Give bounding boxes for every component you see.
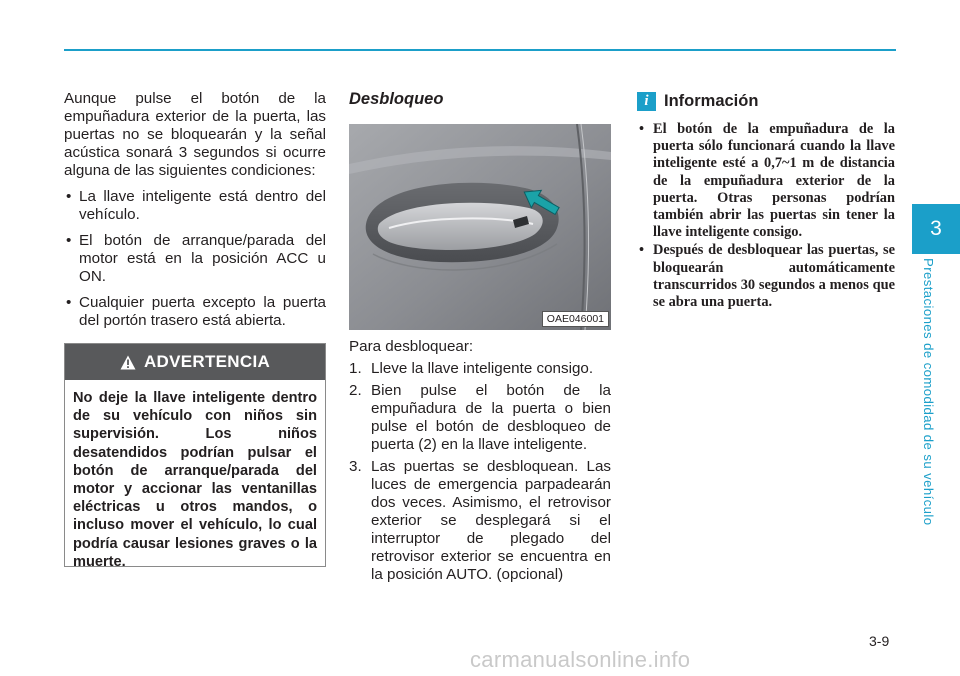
section-title: Desbloqueo (349, 90, 444, 108)
step-number: 3. (349, 458, 362, 475)
list-item: • Cualquier puerta excepto la puerta del portón trasero está abierta. (64, 294, 326, 330)
step-text: Lleve la llave inteligente consigo. (371, 360, 594, 377)
info-icon: i (637, 92, 656, 111)
warning-text: No deje la llave inteligente dentro de su vehículo con niños sin supervisión. Los niños desatendidos podrían pulsar el botón de arranque/parada del motor y accionar las ventanillas eléctricas u otros mandos, o incluso mover el vehículo, lo cual podría causar lesiones graves o la muerte. (73, 390, 317, 570)
warning-triangle-icon (120, 355, 136, 370)
step-text: Bien pulse el botón de la empuñadura de la puerta o bien pulse el botón de desbloqueo de puerta (2) en la llave inteligente. (371, 382, 611, 453)
door-handle-photo (349, 124, 611, 330)
intro-paragraph: Aunque pulse el botón de la empuñadura exterior de la puerta, las puertas no se bloquearán y la señal acústica sonará 3 segundos si ocurre alguna de las siguientes condiciones: (64, 90, 326, 179)
page-number: 3-9 (869, 633, 890, 649)
step-text: Las puertas se desbloquean. Las luces de emergencia parpadearán dos veces. Asimismo, el retrovisor exterior se desplegará si el interruptor de plegado del retrovisor exterior se encuentra en la posición AUTO. (opcional) (371, 458, 611, 583)
list-item: • El botón de arranque/parada del motor está en la posición ACC u ON. (64, 232, 326, 286)
steps-intro: Para desbloquear: (349, 338, 474, 355)
warning-header (65, 344, 325, 380)
step-number: 2. (349, 382, 362, 399)
unlock-steps (349, 360, 611, 588)
chapter-tab: 3 (912, 204, 960, 254)
image-code: OAE046001 (542, 311, 609, 327)
list-item: • Después de desbloquear las puertas, se bloquearán automáticamente transcurridos 30 segundos a menos que se abra una puerta. (637, 242, 895, 311)
warning-box (64, 343, 326, 570)
step-number: 1. (349, 360, 362, 377)
list-item: • El botón de la empuñadura de la puerta sólo funcionará cuando la llave inteligente esté a 0,7~1 m de distancia de la empuñadura exterior de la puerta. Otras personas podrían también abrir las puertas sin tener la llave inteligente consigo. (637, 121, 895, 241)
list-item (349, 458, 611, 584)
info-header (637, 90, 895, 112)
list-item: • La llave inteligente está dentro del vehículo. (64, 188, 326, 224)
middle-column (349, 90, 611, 110)
warning-title: ADVERTENCIA (143, 352, 271, 371)
info-column (637, 90, 895, 312)
list-item (349, 382, 611, 454)
left-column (64, 90, 326, 338)
chapter-label-text: Prestaciones de comodidad de su vehículo (921, 258, 936, 526)
info-list (637, 121, 895, 311)
condition-list (64, 188, 326, 330)
header-rule (64, 49, 896, 51)
list-item (349, 360, 611, 378)
watermark: carmanualsonline.info (470, 647, 691, 672)
door-handle-illustration (349, 124, 611, 330)
info-title: Información (664, 91, 759, 110)
